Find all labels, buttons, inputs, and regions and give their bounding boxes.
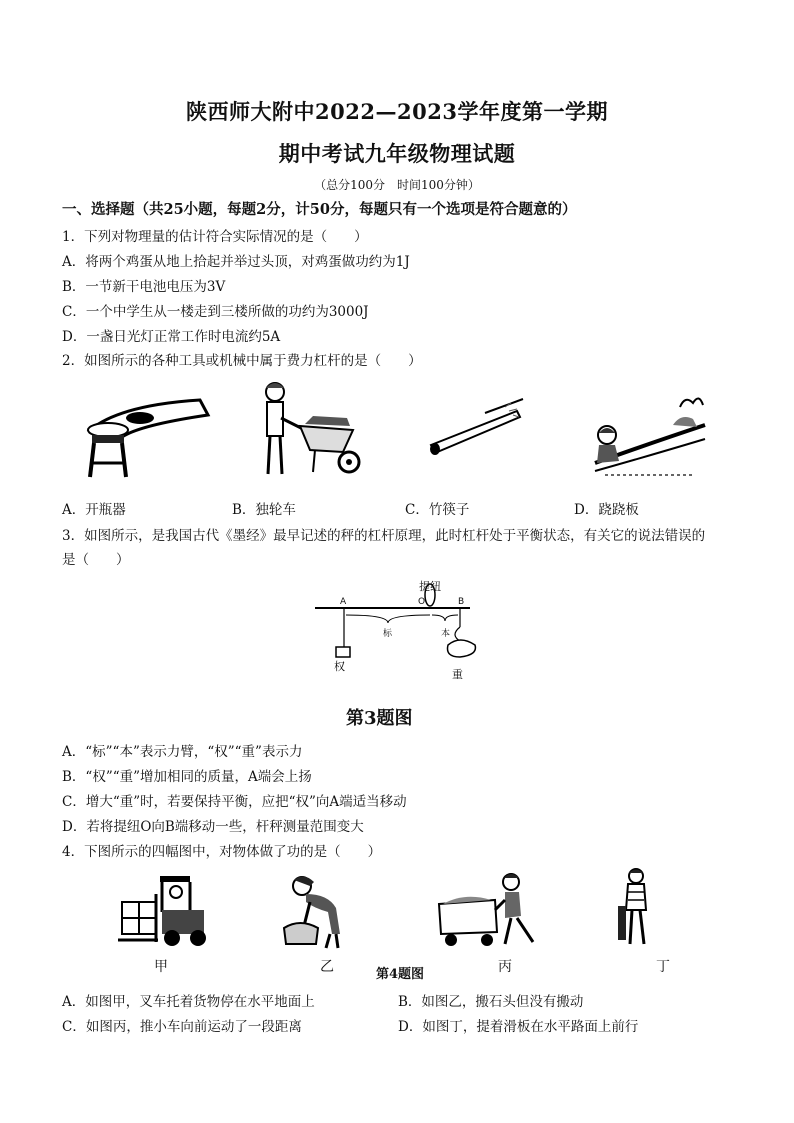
q4-option-d: D．如图丁，提着滑板在水平路面上前行 (398, 1019, 639, 1035)
q1-option-d: D．一盏日光灯正常工作时电流约5A (62, 329, 281, 345)
steelyard-label-ben: 本 (441, 629, 451, 639)
section-heading: 一、选择题（共25小题，每题2分，计50分，每题只有一个选项是符合题意的） (62, 201, 577, 218)
person-pushing-cart-illustration (435, 868, 550, 953)
q2-stem: 2．如图所示的各种工具或机械中属于费力杠杆的是（ ） (62, 353, 422, 369)
forklift-illustration (118, 872, 213, 952)
steelyard-label-biao: 标 (383, 629, 393, 639)
q3-option-d: D．若将提纽O向B端移动一些，杆秤测量范围变大 (62, 819, 364, 835)
steelyard-label-quan: 权 (334, 660, 345, 673)
q1-stem: 1．下列对物理量的估计符合实际情况的是（ ） (62, 229, 368, 245)
q2-option-d: D．跷跷板 (574, 502, 639, 518)
wheelbarrow-illustration (255, 378, 370, 480)
q1-option-a: A．将两个鸡蛋从地上拾起并举过头顶，对鸡蛋做功约为1J (62, 254, 410, 270)
person-carrying-skateboard-illustration (612, 866, 662, 951)
exam-title: 陕西师大附中2022—2023学年度第一学期 (186, 99, 608, 124)
q4-option-c: C．如图丙，推小车向前运动了一段距离 (62, 1019, 302, 1035)
steelyard-label-o: O (418, 597, 426, 607)
q4-option-b: B．如图乙，搬石头但没有搬动 (398, 994, 584, 1010)
q4-figure-label-yi: 乙 (320, 959, 334, 975)
q4-figure-caption: 第4题图 (376, 967, 425, 982)
q3-option-c: C．增大“重”时，若要保持平衡，应把“权”向A端适当移动 (62, 794, 407, 810)
q3-option-b: B．“权”“重”增加相同的质量，A端会上扬 (62, 769, 312, 785)
q3-stem-line1: 3．如图所示，是我国古代《墨经》最早记述的秤的杠杆原理，此时杠杆处于平衡状态，有关它的说法错误的 (62, 528, 706, 544)
q4-stem: 4．下图所示的四幅图中，对物体做了功的是（ ） (62, 844, 382, 860)
q1-option-c: C．一个中学生从一楼走到三楼所做的功约为3000J (62, 304, 369, 320)
q3-figure-caption: 第3题图 (346, 708, 413, 729)
exam-subtitle: 期中考试九年级物理试题 (278, 141, 516, 166)
person-lifting-rock-illustration (270, 872, 355, 952)
exam-info: （总分100分 时间100分钟） (314, 178, 480, 192)
q2-option-b: B．独轮车 (232, 502, 296, 518)
q3-stem-line2: 是（ ） (62, 552, 130, 568)
q3-option-a: A．“标”“本”表示力臂，“权”“重”表示力 (62, 744, 303, 760)
q4-option-a: A．如图甲，叉车托着货物停在水平地面上 (62, 994, 315, 1010)
q4-figure-label-jia: 甲 (154, 959, 168, 975)
seesaw-illustration (585, 385, 710, 480)
q4-figure-label-ding: 丁 (656, 959, 670, 975)
steelyard-label-b: B (458, 597, 465, 607)
steelyard-label-a: A (340, 597, 347, 607)
q2-option-c: C．竹筷子 (405, 502, 470, 518)
q4-figure-label-bing: 丙 (498, 959, 512, 975)
bottle-opener-illustration (80, 385, 215, 480)
q1-option-b: B．一节新干电池电压为3V (62, 279, 226, 295)
steelyard-label-zhong: 重 (452, 668, 463, 681)
q2-option-a: A．开瓶器 (62, 502, 126, 518)
chopsticks-illustration (425, 393, 530, 463)
steelyard-label-tiniu: 提纽 (419, 580, 441, 593)
